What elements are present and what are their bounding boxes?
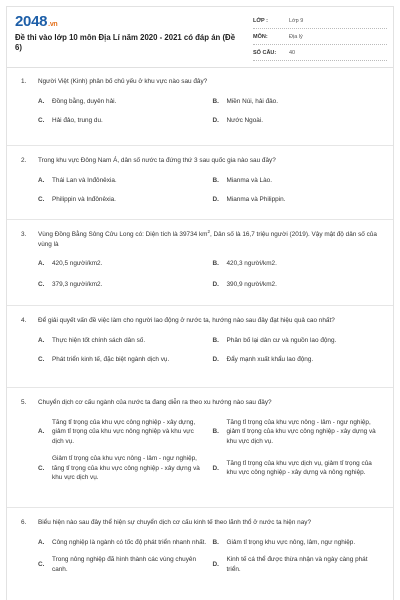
question-stem — [21, 156, 381, 166]
option-letter: B. — [212, 538, 219, 546]
question-number: 1. — [21, 78, 27, 85]
option-letter: A. — [38, 428, 45, 435]
option-letter: A. — [38, 260, 45, 267]
option-text: Phát triển kinh tế, đặc biệt ngành dịch vụ. — [52, 356, 170, 363]
options — [38, 336, 381, 365]
option-text: Hải đảo, trung du. — [52, 117, 103, 124]
option-text: Giảm tỉ trọng của khu vực nông - lâm - ngư nghiệp, tăng tỉ trọng của khu vực công nghiệp - xây dựng và khu vực dịch vụ. — [52, 455, 200, 481]
option-d[interactable] — [213, 116, 382, 126]
question-text-part: , Dân số là 16,7 triệu người (2019). Vậy mật độ dân số của vùng là — [38, 231, 377, 248]
question-stem — [21, 518, 381, 528]
logo-text: 2048 — [15, 13, 48, 30]
question-text: Chuyển dịch cơ cấu ngành của nước ta đang diễn ra theo xu hướng nào sau đây? — [38, 399, 272, 406]
option-letter: B. — [212, 97, 219, 105]
option-text: 420,5 người/km2. — [52, 260, 103, 267]
question-number: 4. — [21, 317, 27, 324]
option-a[interactable] — [38, 259, 207, 269]
question-text: Biểu hiện nào sau đây thể hiện sự chuyển dịch cơ cấu kinh tế theo lãnh thổ ở nước ta hiện nay? — [38, 519, 312, 526]
option-text: Đồng bằng, duyên hải. — [52, 97, 117, 105]
question-stem — [21, 398, 381, 408]
option-a[interactable] — [38, 538, 207, 548]
exam-sheet — [6, 6, 394, 600]
site-logo[interactable] — [15, 13, 57, 30]
question-1 — [7, 77, 393, 126]
option-letter: A. — [38, 97, 45, 105]
options — [38, 538, 381, 575]
option-b[interactable] — [213, 336, 382, 346]
option-letter: C. — [38, 560, 45, 568]
option-d[interactable] — [213, 555, 382, 574]
option-b[interactable] — [213, 259, 382, 269]
option-text: Tăng tỉ trọng của khu vực công nghiệp - xây dựng, giảm tỉ trọng của khu vực nông nghiệp và khu vực dịch vụ. — [52, 418, 196, 445]
question-2 — [7, 145, 393, 205]
option-letter: A. — [38, 538, 45, 546]
question-text: Trong khu vực Đông Nam Á, dân số nước ta đứng thứ 3 sau quốc gia nào sau đây? — [38, 157, 276, 164]
meta-class-label: LỚP : — [253, 17, 268, 24]
option-text: Mianma và Lào. — [226, 176, 272, 184]
option-d[interactable] — [213, 355, 382, 365]
question-number: 5. — [21, 399, 27, 406]
option-letter: C. — [38, 280, 45, 288]
option-b[interactable] — [213, 176, 382, 186]
option-letter: D. — [212, 280, 219, 288]
question-number: 3. — [21, 231, 27, 238]
option-letter: D. — [212, 356, 219, 363]
question-stem — [21, 77, 381, 87]
option-c[interactable] — [38, 355, 207, 365]
question-text-part: Vùng Đồng Bằng Sông Cửu Long có: Diện tích là 39734 km — [38, 231, 208, 238]
meta-subject-label: MÔN: — [253, 33, 268, 40]
meta-class-row — [253, 13, 387, 29]
options — [38, 259, 381, 289]
question-number: 6. — [21, 519, 27, 526]
option-a[interactable] — [38, 418, 207, 447]
meta-count-row — [253, 45, 387, 61]
question-5 — [7, 387, 393, 483]
option-b[interactable] — [213, 538, 382, 548]
option-text: 379,3 người/km2. — [52, 280, 103, 288]
option-letter: B. — [212, 428, 219, 435]
meta-count-label: SỐ CÂU: — [253, 49, 277, 56]
option-text: Thực hiện tốt chính sách dân số. — [52, 336, 146, 344]
meta-class-value: Lớp 9 — [289, 17, 304, 24]
option-letter: C. — [38, 117, 45, 124]
question-stem — [21, 316, 381, 326]
option-letter: D. — [212, 464, 219, 472]
option-c[interactable] — [38, 195, 207, 205]
meta-subject-row — [253, 29, 387, 45]
option-text: 390,9 người/km2. — [226, 280, 277, 288]
exam-meta — [253, 13, 387, 61]
option-text: Giảm tỉ trọng khu vực nông, lâm, ngư nghiệp. — [226, 538, 356, 546]
superscript: 2 — [207, 228, 210, 234]
option-letter: B. — [212, 336, 219, 344]
question-text: Người Việt (Kinh) phân bố chủ yếu ở khu vực nào sau đây? — [38, 78, 208, 85]
option-letter: B. — [212, 176, 219, 184]
option-d[interactable] — [213, 195, 382, 205]
option-text: Miền Núi, hải đảo. — [226, 97, 279, 105]
options — [38, 97, 381, 126]
exam-header — [7, 7, 393, 68]
option-letter: C. — [38, 356, 45, 363]
question-text — [38, 230, 381, 249]
option-b[interactable] — [213, 418, 382, 447]
exam-title: Đề thi vào lớp 10 môn Địa Lí năm 2020 - 2021 có đáp án (Đề 6) — [15, 33, 236, 52]
option-c[interactable] — [38, 555, 207, 574]
option-text: Kinh tế cá thể được thừa nhận và ngày càng phát triển. — [226, 556, 368, 573]
option-a[interactable] — [38, 176, 207, 186]
option-c[interactable] — [38, 280, 207, 290]
option-c[interactable] — [38, 454, 207, 483]
option-b[interactable] — [213, 97, 382, 107]
option-text: 420,3 người/km2. — [226, 260, 277, 267]
option-d[interactable] — [213, 280, 382, 290]
option-text: Tăng tỉ trọng của khu vực nông - lâm - ngư nghiệp, giảm tỉ trọng của khu vực công nghiệp - xây dựng và khu vực dịch vụ. — [226, 418, 376, 445]
logo-suffix: .vn — [48, 21, 58, 28]
options — [38, 176, 381, 205]
question-stem — [21, 230, 381, 249]
question-4 — [7, 305, 393, 365]
options — [38, 418, 381, 483]
option-text: Philippin và Inđônêxia. — [52, 196, 116, 203]
meta-subject-value: Địa lý — [289, 33, 303, 40]
option-text: Đẩy mạnh xuất khẩu lao động. — [226, 356, 314, 363]
option-text: Thái Lan và Inđônêxia. — [52, 176, 117, 184]
question-text: Để giải quyết vấn đề việc làm cho người lao động ở nước ta, hướng nào sau đây đạt hiệu quả cao nhất? — [38, 317, 335, 324]
question-6 — [7, 507, 393, 574]
option-letter: A. — [38, 336, 45, 344]
option-d[interactable] — [213, 454, 382, 483]
question-3 — [7, 219, 393, 289]
option-letter: D. — [212, 196, 219, 203]
option-letter: B. — [212, 260, 219, 267]
option-letter: D. — [212, 117, 219, 124]
option-c[interactable] — [38, 116, 207, 126]
option-text: Nước Ngoài. — [226, 117, 264, 124]
option-a[interactable] — [38, 336, 207, 346]
meta-count-value: 40 — [289, 49, 296, 56]
option-text: Trong nông nghiệp đã hình thành các vùng chuyên canh. — [52, 556, 197, 573]
option-text: Công nghiệp là ngành có tốc độ phát triển nhanh nhất. — [52, 538, 207, 546]
option-text: Phân bố lại dân cư và nguồn lao động. — [226, 336, 337, 344]
option-letter: A. — [38, 176, 45, 184]
question-number: 2. — [21, 157, 27, 164]
option-letter: D. — [212, 560, 219, 568]
option-text: Mianma và Philippin. — [226, 196, 286, 203]
option-letter: C. — [38, 196, 45, 203]
option-a[interactable] — [38, 97, 207, 107]
option-text: Tăng tỉ trọng của khu vực dịch vụ, giảm tỉ trọng của khu vực công nghiệp - xây dựng và nông nghiệp. — [226, 459, 372, 477]
option-letter: C. — [38, 464, 45, 472]
